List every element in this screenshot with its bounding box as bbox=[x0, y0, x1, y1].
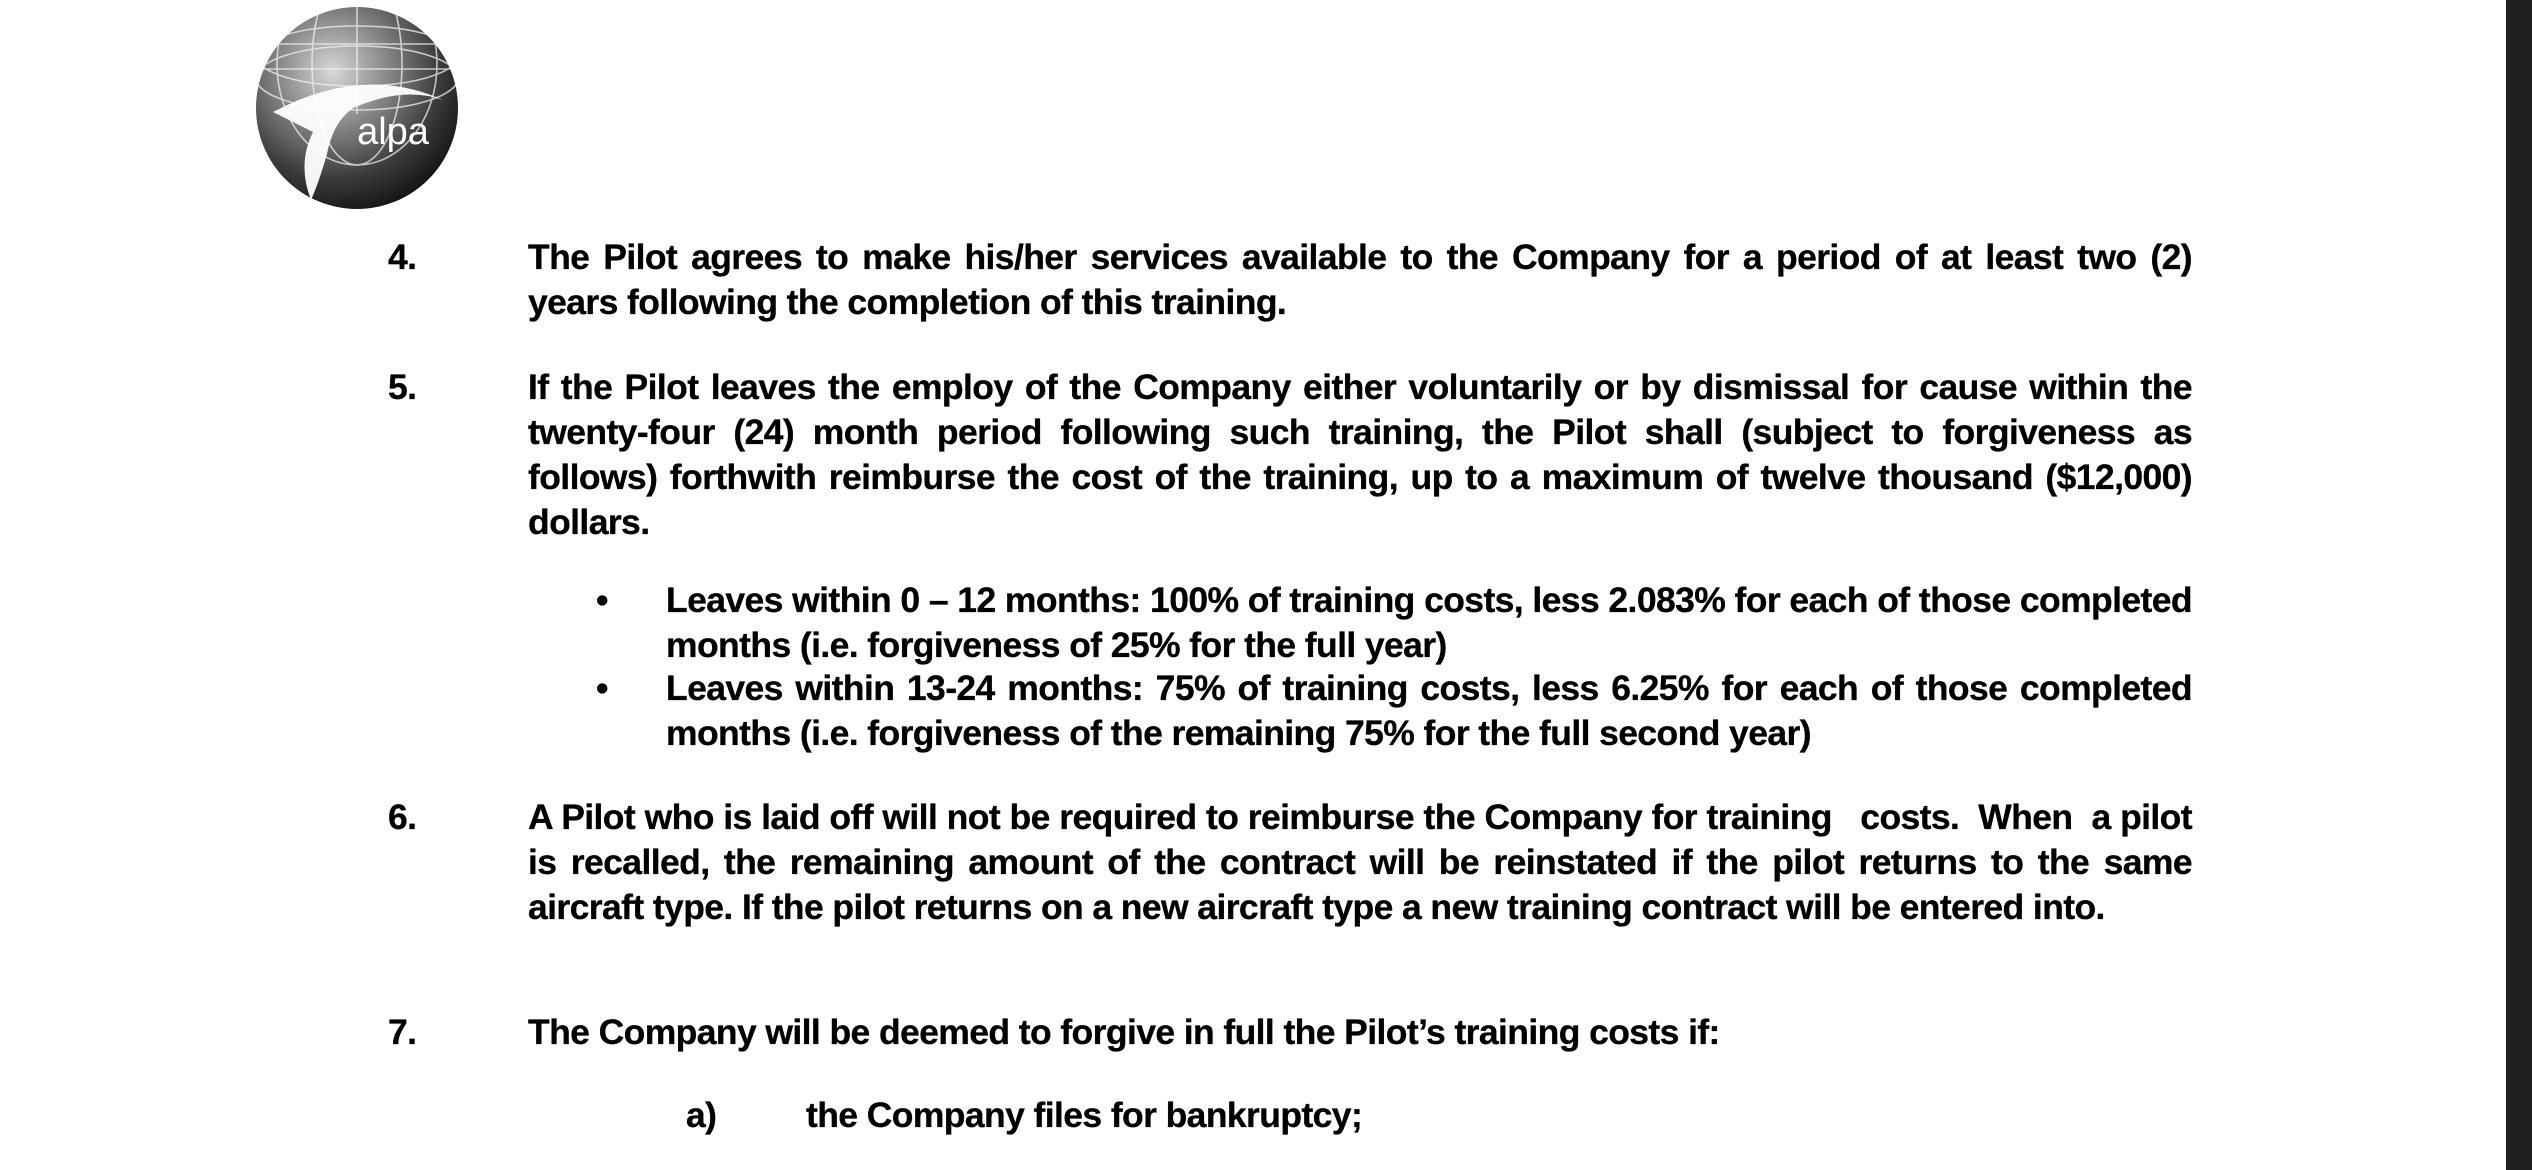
paragraph-number-5: 5. bbox=[388, 367, 417, 407]
alpa-globe-icon bbox=[253, 4, 461, 212]
sub-item-text: the Company files for bankruptcy; bbox=[806, 1095, 1363, 1135]
paragraph-6-text: A Pilot who is laid off will not be required to reimburse the Company for training costs. When a pilot is recalled, the remaining amount of the contract will be reinstated if the pilot returns to the same aircraft type. If the pilot returns on a new aircraft type a new training contract will be entered into. bbox=[528, 797, 2202, 927]
bullet-marker: • bbox=[596, 668, 608, 708]
paragraph-number-7: 7. bbox=[388, 1012, 417, 1052]
sub-item-label: a) bbox=[686, 1095, 717, 1135]
bullet-item-1: Leaves within 0 – 12 months: 100% of training costs, less 2.083% for each of those completed months (i.e. forgiveness of 25% for the full year) bbox=[666, 580, 2192, 665]
paragraph-5-text: If the Pilot leaves the employ of the Company either voluntarily or by dismissal for cause within the twenty-four (24) month period following such training, the Pilot shall (subject to forgiveness as follows) forthwith reimburse the cost of the training, up to a maximum of twelve thousand ($12,000) dollars. bbox=[528, 367, 2192, 542]
alpa-logo bbox=[253, 4, 461, 212]
paragraph-number-4: 4. bbox=[388, 237, 417, 277]
paragraph-7-text: The Company will be deemed to forgive in full the Pilot’s training costs if: bbox=[528, 1012, 1720, 1052]
bullet-marker: • bbox=[596, 580, 608, 620]
paragraph-4-text: The Pilot agrees to make his/her services available to the Company for a period of at least two (2) years following the completion of this training. bbox=[528, 237, 2192, 322]
viewer-right-edge bbox=[2506, 0, 2532, 1170]
logo-text: alpa bbox=[357, 111, 429, 153]
paragraph-number-6: 6. bbox=[388, 797, 417, 837]
bullet-item-2: Leaves within 13-24 months: 75% of training costs, less 6.25% for each of those completed months (i.e. forgiveness of the remaining 75% for the full second year) bbox=[666, 668, 2192, 753]
